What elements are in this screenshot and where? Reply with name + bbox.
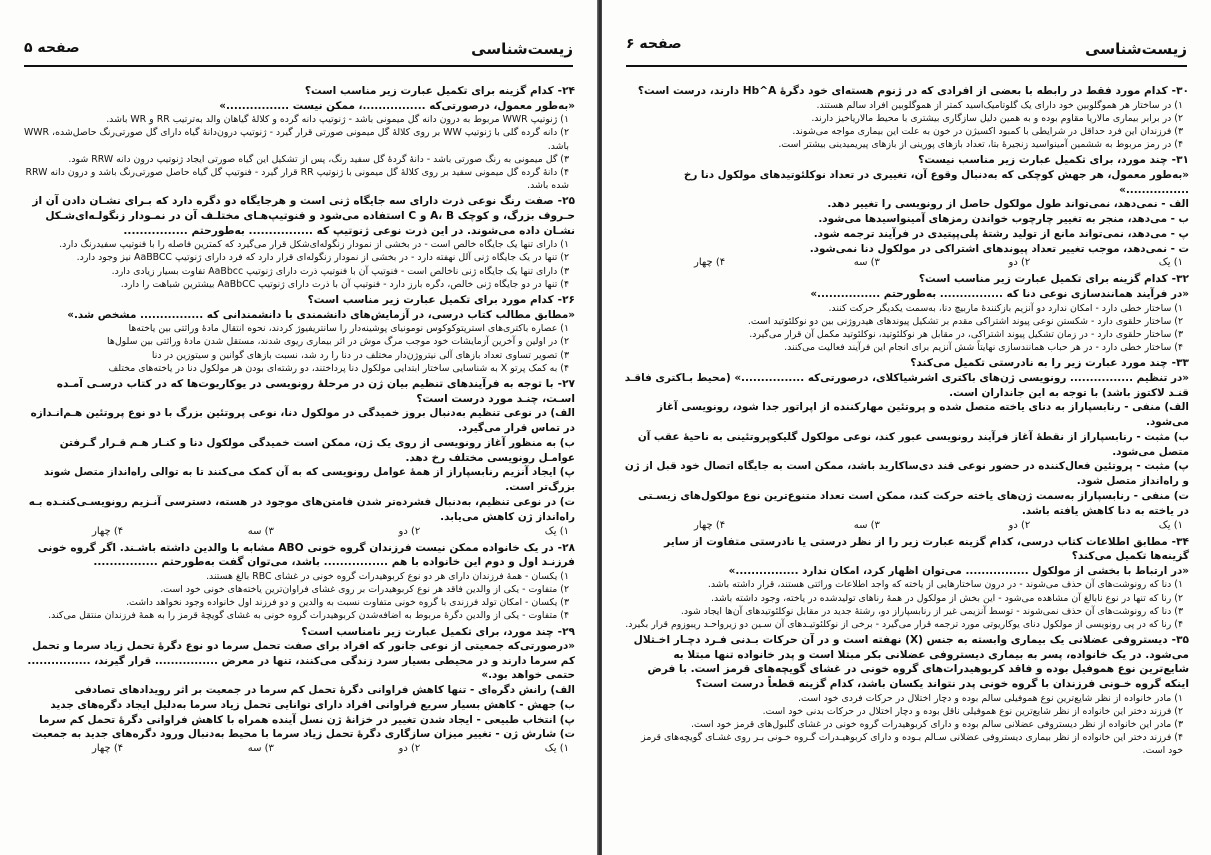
- statement-b: ب) مثبت - رنابسپاراز از نقطهٔ آغاز فرآیند رونویسی عبور کند، نوعی مولکول گلیکوپروتئینی به ناحیهٔ عقب آن متصل می‌شود.: [637, 430, 1189, 458]
- question-quote: «در فرآیند همانندسازی نوعی دنا که ................ به‌طورحتم ................»: [810, 287, 1189, 300]
- question-stem: چند مورد، برای تکمیل عبارت زیر نامناسب است؟: [301, 625, 554, 638]
- choice-2: ۲) دو: [1008, 519, 1031, 531]
- option-3: ۳) فرزندان این فرد حداقل در شرایطی با کمبود اکسیژن در خون به علت این بیماری مواجه می‌شوند.: [792, 126, 1183, 137]
- option-4: ۴) به کمک پرتو X به شناسایی ساختار ابتدایی مولکول دنا پرداختند، دو رشته‌ای بودن هر مولکول دنا در یاخته‌های مختلف: [108, 362, 569, 374]
- option-3: ۳) ساختار حلقوی دارد - در زمان تشکیل پیوند اشتراکی، در مقابل هر نوکلئوتید، نوکلئوتید مکمل آن قرار می‌گیرد.: [749, 328, 1183, 340]
- question-stem: کدام مورد فقط در رابطه با بعضی از افرادی که در ژنوم هسته‌ای خود دگرهٔ Hb^A دارند، درست است؟: [637, 85, 1168, 97]
- question-quote: «در تنظیم ................ رونویسی ژن‌های باکتری اشرشیاکلای، درصورتی‌که ................» (محیط بـاکتری فاقـد قنـد لاکتوز باشد) با توجه به این جانداران است.: [624, 371, 1189, 399]
- option-1: ۱) دارای تنها یک جایگاه خالص است - در بخشی از نمودار زنگوله‌ای‌شکل قرار می‌گیرد که کمترین فاصله را با فنوتیپ سفیدرنگ دارد.: [59, 239, 569, 251]
- questions-list: [624, 84, 1189, 847]
- choices-row: [22, 742, 575, 756]
- statement-a: الف) رانش دگره‌ای - تنها کاهش فراوانی دگرهٔ تحمل کم سرما در جمعیت بر اثر رویدادهای تصادفی: [74, 683, 575, 696]
- question-24: [22, 84, 575, 192]
- question-stem: دیستروفی عضلانی یک بیماری وابسته به جنس (X) نهفته است و در آن حرکات بـدنی فـرد دچـار اخـتلال می‌شود. در یک خانواده، پسر به بیماری دیستروفی عضلانی بکر مبتلا است و پدر خانواده تنها مبتلا به شایع‌ترین نوع هموفیل بوده و فاقد کربوهیدرات‌های گروه خونی در غشای گویچه‌های قرمز است. با فرض اینکه گروه خـونی فرزندان با گروه خونی پدر نتواند یکسان باشد، کدام گزینه قطعاً درست است؟: [633, 634, 1189, 690]
- question-29: [22, 625, 575, 757]
- question-35: [624, 633, 1189, 757]
- option-3: ۳) مادر این خانواده از نظر دیستروفی عضلانی سالم بوده و دارای کربوهیدرات گروه خونی در غشای گلبول‌های قرمز خود است.: [690, 718, 1183, 730]
- option-4: ۴) تنها در دو جایگاه ژنی خالص، دگره بارز دارد - فنوتیپ آن با ذرت دارای ژنوتیپ AaBbCC بیشترین شباهت را دارد.: [120, 278, 569, 290]
- option-1: ۱) یکسان - همهٔ فرزندان دارای هر دو نوع کربوهیدرات گروه خونی در غشای RBC بالغ هستند.: [206, 570, 569, 582]
- option-4: ۴) متفاوت - یکی از والدین دگرهٔ مربوط به اضافه‌شدن کربوهیدرات گروه خونی به غشای گویچهٔ قرمز را به همهٔ فرزندان منتقل می‌کند.: [48, 610, 569, 622]
- option-2: ۲) تنها در یک جایگاه ژنی آلل نهفته دارد - در بخشی از نمودار زنگوله‌ای قرار دارد که فرد دارای ژنوتیپ AaBBCC نیز وجود دارد.: [76, 252, 569, 264]
- choice-3: ۳) سه: [247, 743, 274, 755]
- option-1: ۱) مادر خانواده از نظر شایع‌ترین نوع هموفیلی سالم بوده و دچار اختلال در حرکات فردی خود است.: [798, 692, 1183, 704]
- option-2: ۲) رنا که تنها در نوع نابالغ آن مشاهده می‌شود - این بخش از مولکول در همهٔ رناهای تولیدشده در یاخته، وجود داشته باشد.: [711, 592, 1183, 604]
- statement-d: ت) در نوعی تنظیم، به‌دنبال فشرده‌تر شدن فامتن‌های موجود در هسته، دسترسی آنـزیم رونویسـی‌کننـده بـه راه‌انداز ژن کاهش می‌یابد.: [28, 495, 575, 523]
- option-4: ۴) در رمز مربوط به ششمین آمینواسید زنجیرهٔ بتا، تعداد بازهای پورینی از بازهای پیریمیدینی بیشتر است.: [778, 139, 1183, 151]
- question-quote: «در ارتباط با بخشی از مولکول ................ می‌توان اظهار کرد، امکان ندارد ................»: [728, 564, 1189, 577]
- option-2: ۲) دانه گرده گلی با ژنوتیپ WW بر روی کلالهٔ گل میمونی صورتی قرار گیرد - ژنوتیپ درون‌دانهٔ گیاه دارای گل صورتی‌رنگ حاصل‌شده، WWR باشد.: [24, 127, 569, 152]
- option-4: ۴) رنا که در پی رونویسی از مولکول دنای یوکاریوتی مورد ترجمه قرار می‌گیرد - برخی از نوکلئوتیـدهای آن سـین دو زیرواحـد ریبوزوم قرار بگیرد.: [625, 618, 1183, 630]
- question-number: ۳۴-: [1171, 535, 1189, 548]
- question-27: [22, 377, 575, 539]
- option-1: ۱) ژنوتیپ WWR مربوط به درون دانه گل میمونی باشد - ژنوتیپ دانه گرده و کلالهٔ گیاهان والد به‌ترتیب RR و WR باشد.: [106, 114, 569, 126]
- question-number: ۲۸-: [557, 541, 575, 554]
- option-2: ۲) ساختار حلقوی دارد - شکستن نوعی پیوند اشتراکی مقدم بر تشکیل پیوندهای هیدروژنی بین دو نوکلئوتید است.: [747, 315, 1183, 327]
- question-stem: مطابق اطلاعات کتاب درسی، کدام گزینه عبارت زیر را از نظر درستی یا نادرستی متفاوت از سایر گزینه‌ها تکمیل می‌کند؟: [664, 535, 1189, 563]
- statement-a: الف) منفی - رنابسپاراز به دنای یاخته متصل شده و پروتئین مهارکننده از اپراتور جدا شود، رونویسی آغاز می‌شود.: [657, 401, 1189, 428]
- option-4: ۴) ساختار خطی دارد - در هر حباب همانندسازی نهایتاً شش آنزیم برای انجام این فرآیند فعالیت می‌کنند.: [784, 342, 1183, 354]
- question-28: [22, 541, 575, 623]
- option-2: ۲) در اولین و آخرین آزمایشات خود موجب مرگ موش در اثر بیماری ریوی شدند، مستقل شدن مادهٔ وراثتی بین سلول‌ها: [107, 336, 569, 348]
- question-number: ۳۰-: [1171, 85, 1189, 97]
- option-4: ۴) فرزند دختر این خانواده از نظر بیماری دیستروفی عضلانی سـالم بـوده و دارای کربوهیـدرات گـروه خـونی بـر روی غشـای گویچه‌های قرمز خود است.: [641, 732, 1183, 757]
- option-2: ۲) متفاوت - یکی از والدین فاقد هر نوع کربوهیدرات بر روی غشای فراوان‌ترین یاخته‌های خونی خود است.: [160, 583, 569, 595]
- statement-b: ب) به منظور آغاز رونویسی از روی یک ژن، ممکن است خمیدگی مولکول دنا و کنـار هـم قـرار گـرفتن عوامـل رونویسی مختلف رخ دهد.: [59, 436, 575, 464]
- option-3: ۳) یکسان - امکان تولد فرزندی با گروه خونی متفاوت نسبت به والدین و دو فرزند اول خانواده وجود نخواهد داشت.: [126, 597, 569, 609]
- choice-1: ۱) یک: [1158, 257, 1183, 269]
- option-1: ۱) دنا که رونوشت‌های آن حذف می‌شوند - در درون ساختارهایی از یاخته که واجد اطلاعات وراثتی هستند، قرار داشته باشد.: [707, 579, 1183, 591]
- option-1: ۱) عصاره باکتری‌های استرپتوکوکوس نومونیای پوشینه‌دار را سانتریفیوژ کردند، نحوه انتقال مادهٔ وراثتی بین یاخته‌ها: [128, 323, 569, 335]
- question-stem: با توجه به فرآیندهای تنظیم بیان ژن در مرحلهٔ رونویسی در یوکاریوت‌ها که در کتاب درسـی آمـده اسـت، چنـد مورد درست است؟: [56, 378, 575, 405]
- question-stem: چند مورد، برای تکمیل عبارت زیر مناسب نیست؟: [918, 154, 1168, 167]
- header-rule: [626, 65, 1187, 67]
- page-header: [626, 30, 1187, 80]
- option-3: ۳) دارای تنها یک جایگاه ژنی ناخالص است - فنوتیپ آن با فنوتیپ ذرت دارای ژنوتیپ AaBbcc تفاوت بسیار زیادی دارد.: [111, 265, 569, 277]
- subject-title: زیست‌شناسی: [1085, 40, 1187, 58]
- option-4: ۴) دانهٔ گرده گل میمونی سفید بر روی کلالهٔ گل میمونی با ژنوتیپ RR قرار گیرد - فنوتیپ گل گیاه حاصل صورتی‌رنگ باشد و درون دانه RRW شده باشد.: [25, 167, 569, 192]
- statement-c: پ) ایجاد آنزیم رنابسپاراز از همهٔ عوامل رونویسی که به آن کمک می‌کنند تا به توالی راه‌انداز متصل شوند بزرگ‌تر است.: [43, 466, 575, 494]
- page-6: [602, 0, 1211, 855]
- choice-4: ۴) چهار: [92, 525, 124, 537]
- choices-row: [624, 256, 1189, 270]
- statement-c: پ - می‌دهد، نمی‌تواند مانع از تولید رشتهٔ پلی‌پپتیدی در فرآیند ترجمه شود.: [813, 227, 1189, 240]
- choices-row: [22, 525, 575, 539]
- question-stem: در یک خانواده ممکن نیست فرزندان گروه خونی ABO مشابه با والدین داشته باشـند. اگر گروه خونی فرزنـد اول و دوم این خانواده با هم ................ باشد، می‌توان گفت به‌طورحتم ................: [37, 541, 575, 569]
- statement-a: الف - نمی‌دهد، نمی‌تواند طول مولکول حاصل از رونویسی را تغییر دهد.: [827, 198, 1189, 211]
- statement-d: ت) شارش ژن - تغییر میزان سازگاری دگرهٔ تحمل زیاد سرما با محیط به‌دنبال ورود دگره‌های جدید به جمعیت: [31, 728, 575, 741]
- question-number: ۲۹-: [557, 625, 575, 638]
- question-26: [22, 293, 575, 375]
- question-34: [624, 535, 1189, 632]
- choice-2: ۲) دو: [398, 525, 421, 537]
- option-1: ۱) در ساختار هر هموگلوبین خود دارای یک گلوتامیک‌اسید کمتر از هموگلوبین افراد سالم هستند.: [816, 99, 1183, 111]
- choice-4: ۴) چهار: [92, 743, 124, 755]
- choice-4: ۴) چهار: [694, 257, 726, 269]
- option-2: ۲) فرزند دختر این خانواده از نظر شایع‌ترین نوع هموفیلی ناقل بوده و دچار اختلال در حرکات بدنی خود است.: [762, 705, 1183, 717]
- questions-list: [22, 84, 575, 847]
- header-rule: [24, 65, 573, 67]
- choice-4: ۴) چهار: [694, 519, 726, 531]
- question-quote: «به‌طور معمول، هر جهش کوچکی که به‌دنبال وقوع آن، تغییری در تعداد نوکلئوتیدهای مولکول دنا رخ ................»: [683, 169, 1189, 196]
- page-number: صفحه ۶: [626, 36, 682, 52]
- question-stem: کدام گزینه برای تکمیل عبارت زیر مناسب است؟: [304, 85, 554, 97]
- question-number: ۲۷-: [557, 378, 575, 390]
- question-stem: چند مورد عبارت زیر را به نادرستی تکمیل می‌کند؟: [910, 357, 1168, 370]
- option-2: ۲) در برابر بیماری مالاریا مقاوم بوده و به همین دلیل سازگاری بیشتری با محیط مالاریاخیز دارند.: [811, 112, 1183, 124]
- question-33: [624, 356, 1189, 532]
- question-quote: «درصورتی‌که جمعیتی از نوعی جانور که افراد برای صفت تحمل سرما دو نوع دگرهٔ تحمل زیاد سرما و تحمل کم سرما دارند و در محیطی بسیار سرد زندگی می‌کنند، تنها در معرض ................ قرار گیرند، ................ حتمی خواهد بود.»: [27, 640, 575, 682]
- page-number: صفحه ۵: [24, 40, 80, 56]
- question-stem: کدام گزینه برای تکمیل عبارت زیر مناسب است؟: [918, 273, 1168, 286]
- choice-1: ۱) یک: [1158, 519, 1183, 531]
- question-number: ۲۶-: [557, 294, 575, 306]
- question-31: [624, 153, 1189, 270]
- question-25: [22, 194, 575, 291]
- question-number: ۲۴-: [557, 85, 575, 97]
- statement-d: ت) منفی - رنابسپاراز به‌سمت ژن‌های یاخته حرکت کند، ممکن است تعداد متنوع‌ترین نوع مولکول‌های زیسـتی در یاخته به دنا کاهش یافته باشد.: [638, 489, 1189, 517]
- statement-b: ب - می‌دهد، منجر به تغییر چارچوب خواندن رمزهای آمینواسیدها می‌شود.: [818, 212, 1189, 225]
- option-3: ۳) گل میمونی به رنگ صورتی باشد - دانهٔ گردهٔ گل سفید رنگ، پس از تشکیل این گیاه صورتی ایجاد ژنوتیپ درون دانه RRW شود.: [68, 153, 569, 165]
- choice-1: ۱) یک: [544, 525, 569, 537]
- question-number: ۳۵-: [1171, 634, 1189, 647]
- option-1: ۱) ساختار خطی دارد - امکان ندارد دو آنزیم بازکنندهٔ ماربیچ دنا، به‌سمت یکدیگر حرکت کنند.: [828, 302, 1183, 314]
- statement-c: پ) انتخاب طبیعی - ایجاد شدن تغییر در خزانهٔ ژن نسل آینده همراه با کاهش فراوانی دگرهٔ تحمل کم سرما: [39, 713, 575, 726]
- option-3: ۳) دنا که رونوشت‌های آن حذف نمی‌شوند - توسط آنزیمی غیر از رنابسپاراز دو، رشتهٔ جدید در مقابل نوکلئوتیدهای آن‌ها ایجاد شود.: [680, 605, 1183, 617]
- statement-a: الف) در نوعی تنظیم به‌دنبال بروز خمیدگی در مولکول دنا، نوعی پروتئین بزرگ با دو نوع پروتئین هـم‌انـدازه در تماس قرار می‌گیرد.: [30, 407, 575, 434]
- choice-3: ۳) سه: [247, 525, 274, 537]
- choice-2: ۲) دو: [1008, 257, 1031, 269]
- choice-2: ۲) دو: [398, 743, 421, 755]
- choice-3: ۳) سه: [853, 257, 880, 269]
- page-header: [24, 30, 573, 80]
- question-quote: «به‌طور معمول، درصورتی‌که ................، ممکن نیست ................»: [219, 99, 575, 112]
- statement-d: ت - نمی‌دهد، موجب تغییر تعداد پیوندهای اشتراکی در مولکول دنا نمی‌شود.: [809, 242, 1189, 255]
- statement-c: پ) مثبت - پروتئین فعال‌کننده در حضور نوعی قند دی‌ساکارید باشد، ممکن است به جایگاه اتصال خود قبل از ژن و راه‌انداز متصل شود.: [624, 460, 1189, 488]
- question-number: ۳۳-: [1171, 357, 1189, 370]
- page-5: [0, 0, 598, 855]
- question-stem: صفت رنگ نوعی ذرت دارای سه جایگاه ژنی است و هرجایگاه دو دگره دارد که بـرای نشـان دادن آن از حـروف بزرگ، و کوچک A، B و C استفاده می‌شود و فنوتیپ‌هـای مختلـف آن در نمـودار زنگولـه‌ای‌شـکل نشـان داده می‌شوند. در این ذرت نوعی ژنوتیپ که ................ به‌طورحتم ................: [32, 195, 575, 237]
- statement-b: ب) جهش - کاهش بسیار سریع فراوانی افراد دارای توانایی تحمل زیاد سرما به‌دلیل ایجاد دگره‌های جدید: [50, 698, 575, 711]
- subject-title: زیست‌شناسی: [471, 40, 573, 58]
- choices-row: [624, 519, 1189, 533]
- question-stem: کدام مورد برای تکمیل عبارت زیر مناسب است؟: [307, 294, 554, 306]
- question-30: [624, 84, 1189, 151]
- option-3: ۳) تصویر تساوی تعداد بازهای آلی نیتروژن‌دار مختلف در دنا را رد شد، نسبت بازهای گوانین و سیتوزین در دنا: [151, 349, 569, 361]
- question-quote: «مطابق مطالب کتاب درسی، در آزمایش‌های دانشمندی با دانشمندانی که ................ مشخص شد.»: [67, 308, 575, 321]
- choice-3: ۳) سه: [853, 519, 880, 531]
- question-number: ۲۵-: [557, 195, 575, 208]
- choice-1: ۱) یک: [544, 743, 569, 755]
- question-32: [624, 272, 1189, 354]
- question-number: ۳۱-: [1171, 154, 1189, 167]
- question-number: ۳۲-: [1171, 273, 1189, 286]
